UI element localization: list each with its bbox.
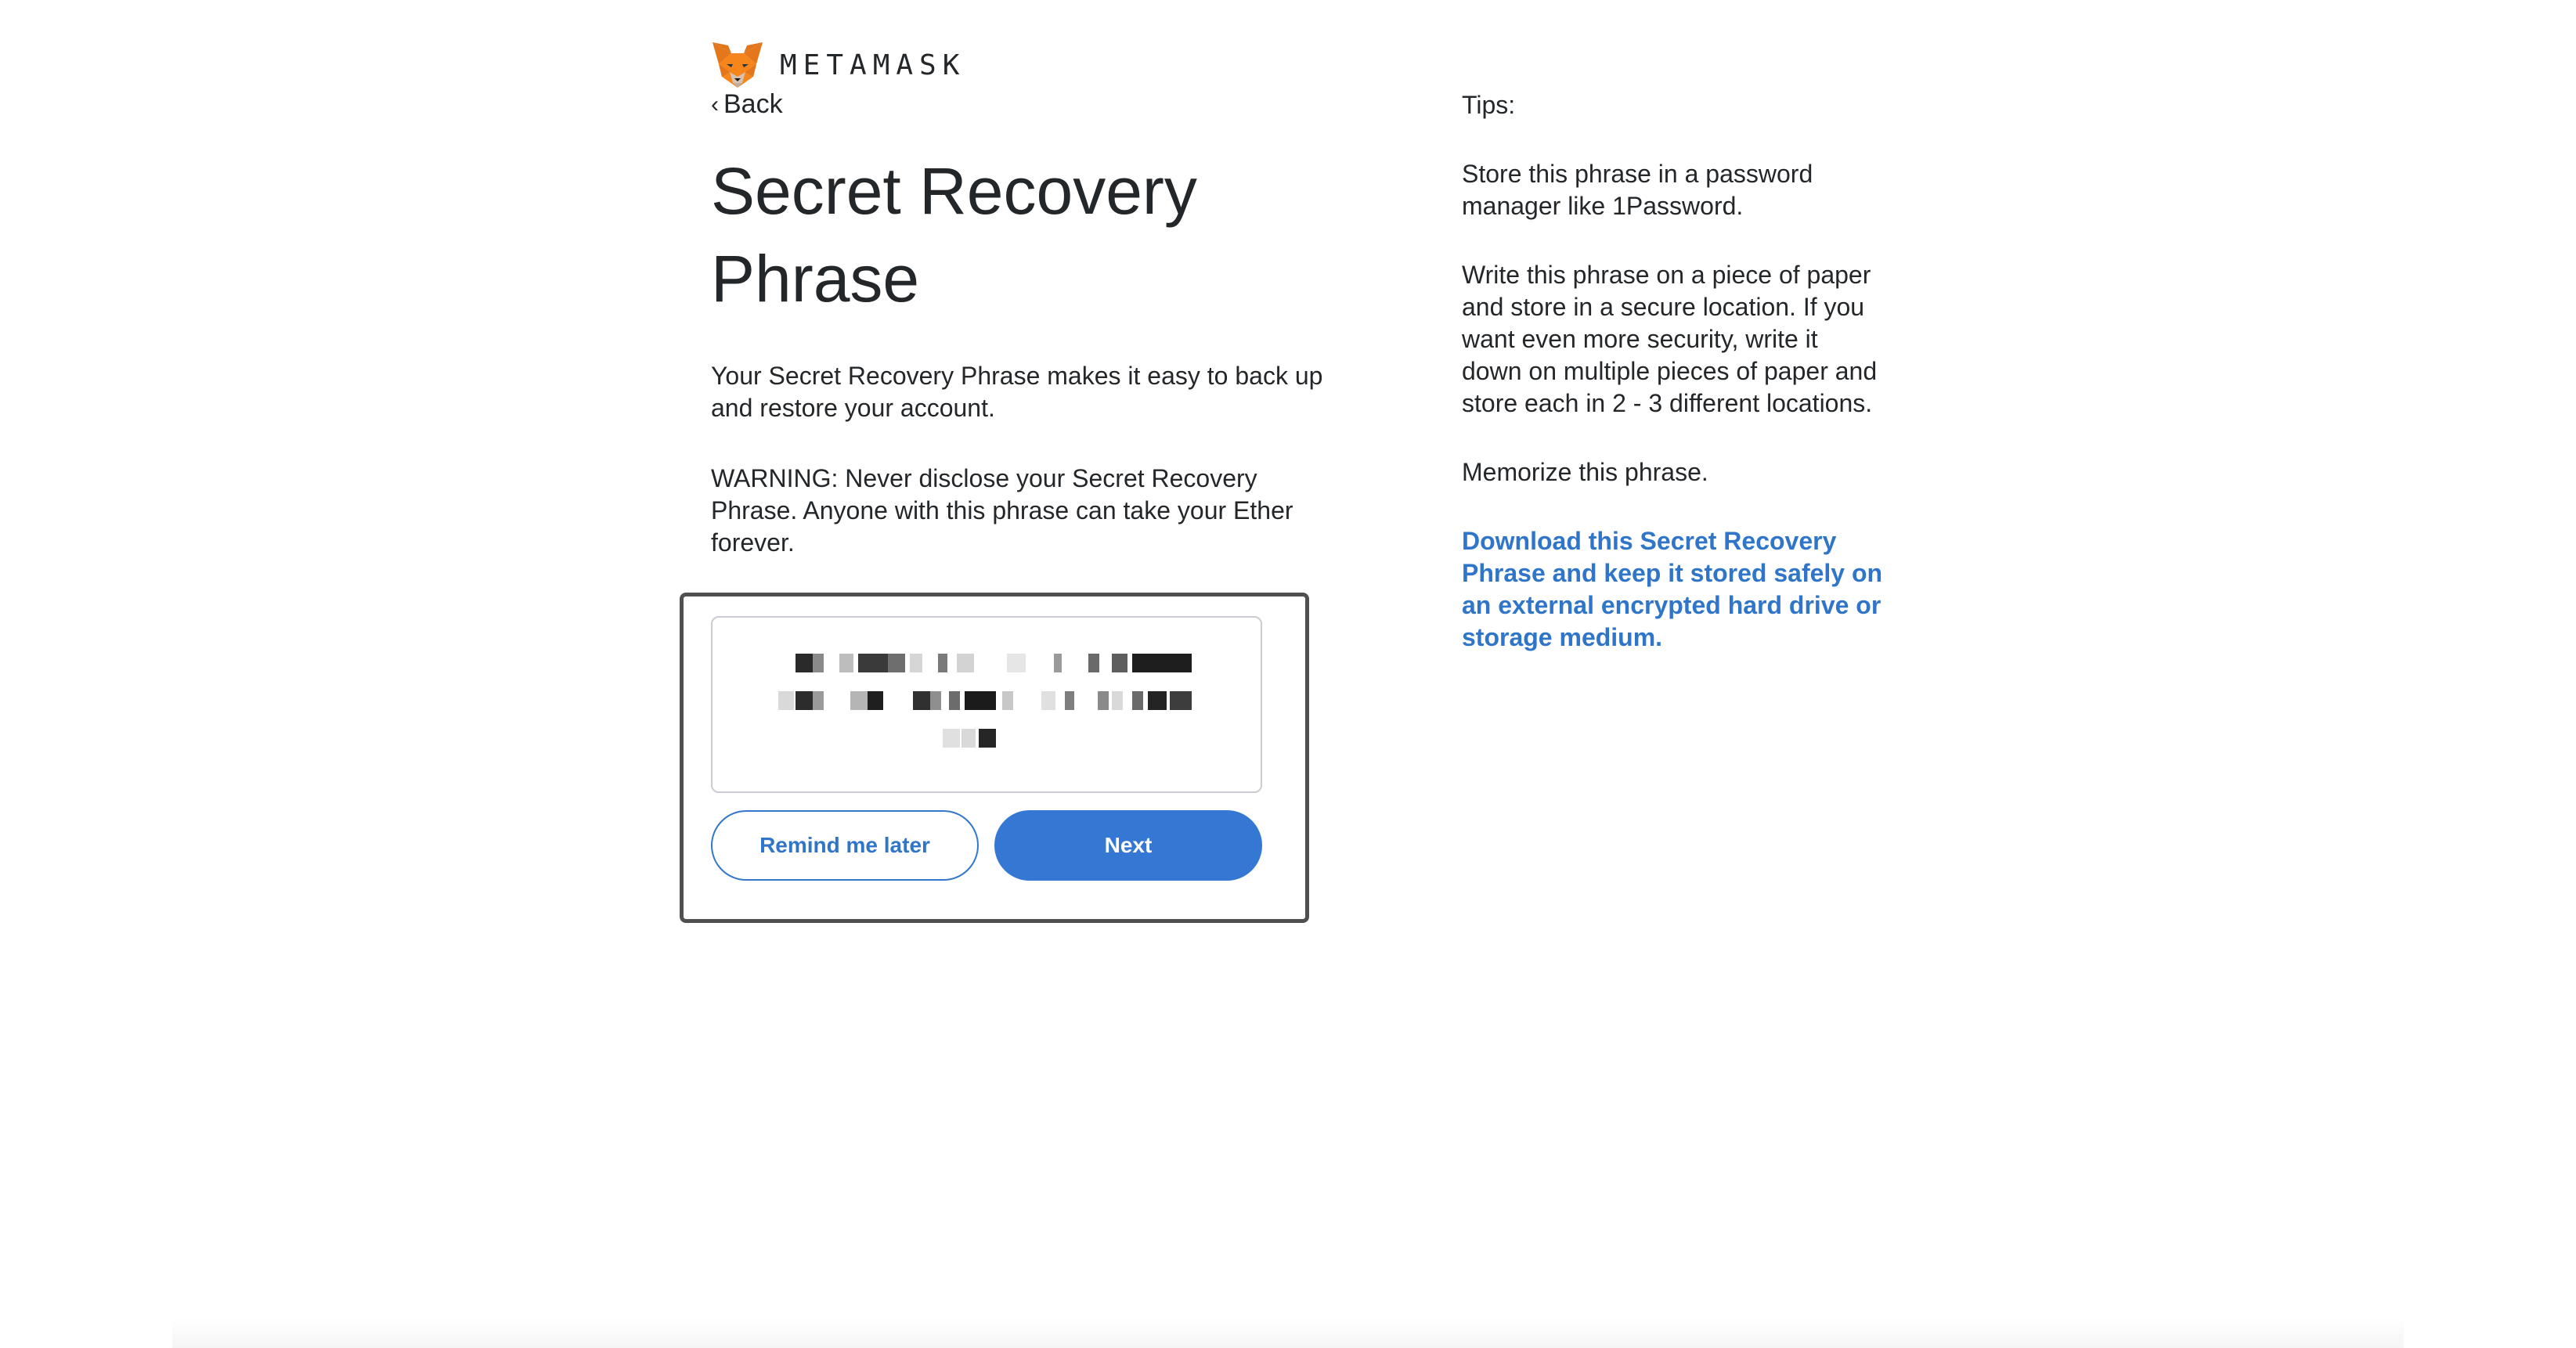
brand-wordmark: METAMASK	[780, 49, 966, 81]
page-title: Secret Recovery Phrase	[711, 154, 1197, 315]
back-link[interactable]	[711, 89, 783, 120]
warning-text: WARNING: Never disclose your Secret Recovery Phrase. Anyone with this phrase can take your Ether forever.	[711, 464, 1293, 557]
blurred-phrase	[744, 649, 1229, 768]
tip-memorize: Memorize this phrase.	[1462, 458, 1708, 486]
tips-heading: Tips:	[1462, 91, 1516, 119]
bottom-shadow	[172, 1317, 2404, 1348]
metamask-fox-icon	[711, 41, 764, 89]
brand-header	[711, 41, 965, 89]
chevron-left-icon: ‹	[711, 91, 719, 117]
next-button[interactable]: Next	[994, 810, 1262, 881]
download-phrase-link[interactable]: Download this Secret Recovery Phrase and keep it stored safely on an external encrypted hard drive or storage medium.	[1462, 527, 1883, 651]
description-text: Your Secret Recovery Phrase makes it easy to back up and restore your account.	[711, 362, 1323, 422]
blurred-phrase-line	[744, 649, 1229, 672]
secret-phrase-box[interactable]	[711, 616, 1262, 793]
blurred-phrase-line	[744, 724, 1229, 748]
back-label: Back	[723, 89, 783, 119]
tips-panel	[1462, 89, 1885, 690]
remind-me-later-button[interactable]: Remind me later	[711, 810, 979, 881]
tip-password-manager: Store this phrase in a password manager like 1Password.	[1462, 160, 1813, 220]
blurred-phrase-line	[744, 687, 1229, 710]
tip-paper: Write this phrase on a piece of paper and store in a secure location. If you want even more security, write it down on multiple pieces of paper and store each in 2 - 3 different locations.	[1462, 261, 1878, 417]
